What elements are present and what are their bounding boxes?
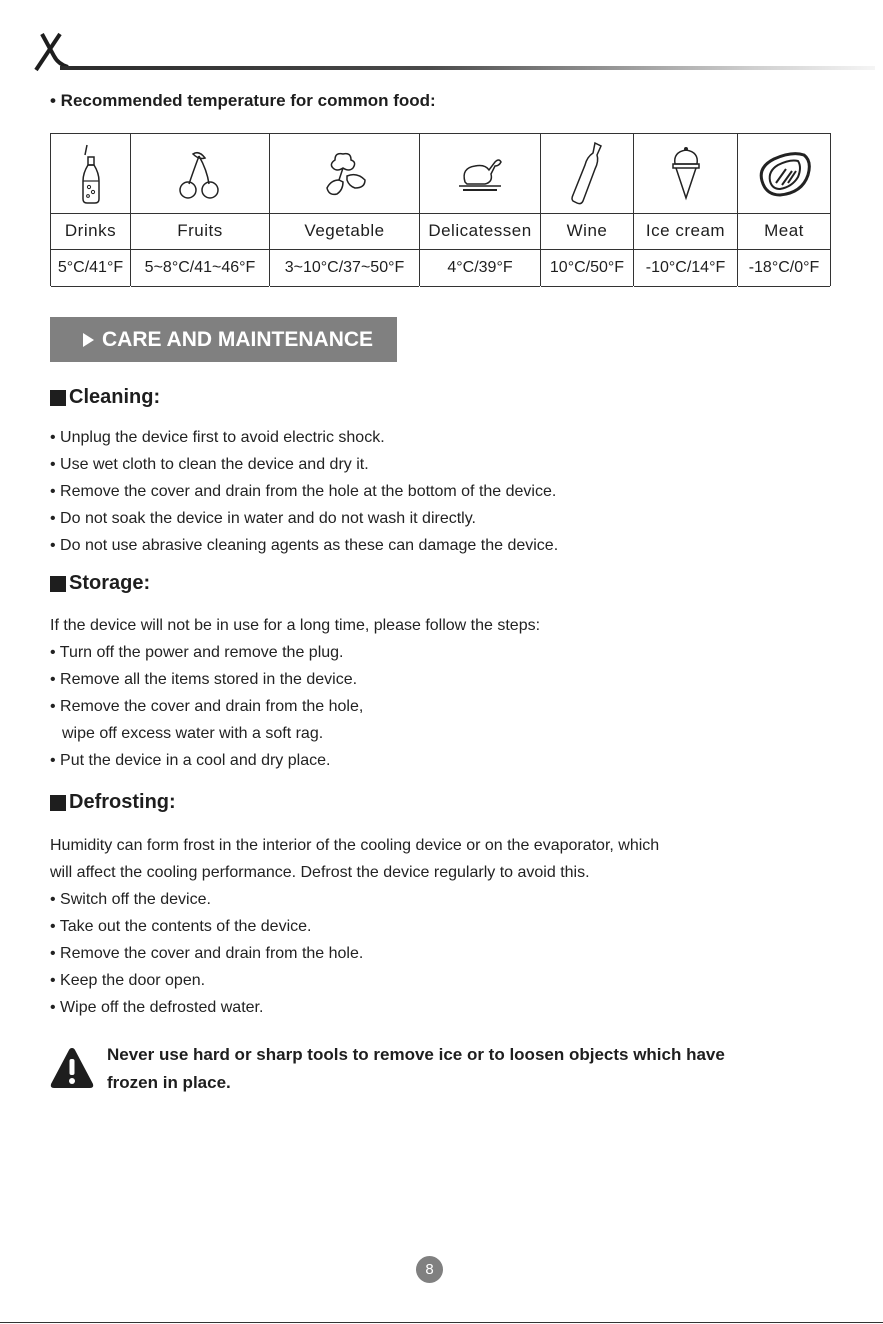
- wine-bottle-icon: [569, 141, 605, 207]
- play-triangle-icon: [83, 333, 94, 347]
- storage-intro: If the device will not be in use for a long time, please follow the steps:: [50, 617, 541, 634]
- header-rule: [60, 66, 875, 70]
- table-column-drinks: [50, 133, 131, 286]
- list-item: • Unplug the device first to avoid electric shock.: [50, 429, 385, 446]
- food-name: Meat: [738, 212, 830, 250]
- square-bullet-icon: [50, 576, 66, 592]
- cherry-icon: [177, 148, 223, 200]
- food-name: Fruits: [131, 212, 269, 250]
- list-item: • Take out the contents of the device.: [50, 918, 312, 935]
- list-item: • Use wet cloth to clean the device and dry it.: [50, 456, 369, 473]
- table-column-delicatessen: [420, 133, 541, 286]
- defrosting-intro: will affect the cooling performance. Defrost the device regularly to avoid this.: [50, 864, 590, 881]
- care-maintenance-banner: [50, 317, 397, 362]
- banner-title: CARE AND MAINTENANCE: [102, 327, 374, 351]
- list-item: • Switch off the device.: [50, 891, 211, 908]
- table-column-fruits: [131, 133, 270, 286]
- list-item: • Remove all the items stored in the device.: [50, 671, 358, 688]
- ice-cream-icon: [669, 146, 703, 202]
- vegetable-icon: [321, 150, 369, 198]
- food-name: Wine: [541, 212, 633, 250]
- list-item: • Remove the cover and drain from the hole at the bottom of the device.: [50, 483, 557, 500]
- defrosting-title: Defrosting:: [50, 791, 176, 814]
- food-temperature: 4°C/39°F: [420, 249, 540, 287]
- bottom-rule: [0, 1322, 883, 1323]
- list-item: • Remove the cover and drain from the hole,: [50, 698, 364, 715]
- list-item-continuation: wipe off excess water with a soft rag.: [62, 725, 324, 742]
- list-item: • Put the device in a cool and dry place.: [50, 752, 331, 769]
- defrosting-intro: Humidity can form frost in the interior of the cooling device or on the evaporator, which: [50, 837, 660, 854]
- list-item: • Wipe off the defrosted water.: [50, 999, 264, 1016]
- food-name: Ice cream: [634, 212, 737, 250]
- list-item: • Do not soak the device in water and do not wash it directly.: [50, 510, 476, 527]
- food-temperature: 5°C/41°F: [51, 249, 130, 287]
- food-name: Delicatessen: [420, 212, 540, 250]
- food-name: Vegetable: [270, 212, 419, 250]
- food-temperature: 10°C/50°F: [541, 249, 633, 287]
- table-column-ice-cream: [634, 133, 738, 286]
- warning-text: frozen in place.: [107, 1073, 231, 1092]
- square-bullet-icon: [50, 795, 66, 811]
- food-temperature: 5~8°C/41~46°F: [131, 249, 269, 287]
- list-item: • Turn off the power and remove the plug.: [50, 644, 344, 661]
- list-item: • Keep the door open.: [50, 972, 206, 989]
- list-item: • Do not use abrasive cleaning agents as these can damage the device.: [50, 537, 559, 554]
- list-item: • Remove the cover and drain from the hole.: [50, 945, 364, 962]
- bottle-icon: [80, 143, 102, 205]
- roast-chicken-icon: [455, 152, 505, 196]
- food-name: Drinks: [51, 212, 130, 250]
- meat-icon: [756, 149, 812, 199]
- food-temperature: -10°C/14°F: [634, 249, 737, 287]
- storage-title: Storage:: [50, 572, 150, 595]
- cleaning-title: Cleaning:: [50, 386, 160, 409]
- table-column-wine: [541, 133, 634, 286]
- warning-icon: [49, 1046, 95, 1090]
- food-temperature-table: [50, 133, 831, 286]
- food-temperature: -18°C/0°F: [738, 249, 830, 287]
- table-column-vegetable: [270, 133, 420, 286]
- page-number-badge: 8: [416, 1256, 443, 1283]
- food-temperature-heading: • Recommended temperature for common food:: [50, 91, 436, 110]
- food-temperature: 3~10°C/37~50°F: [270, 249, 419, 287]
- square-bullet-icon: [50, 390, 66, 406]
- warning-text: Never use hard or sharp tools to remove ice or to loosen objects which have: [107, 1045, 725, 1064]
- table-column-meat: [738, 133, 831, 286]
